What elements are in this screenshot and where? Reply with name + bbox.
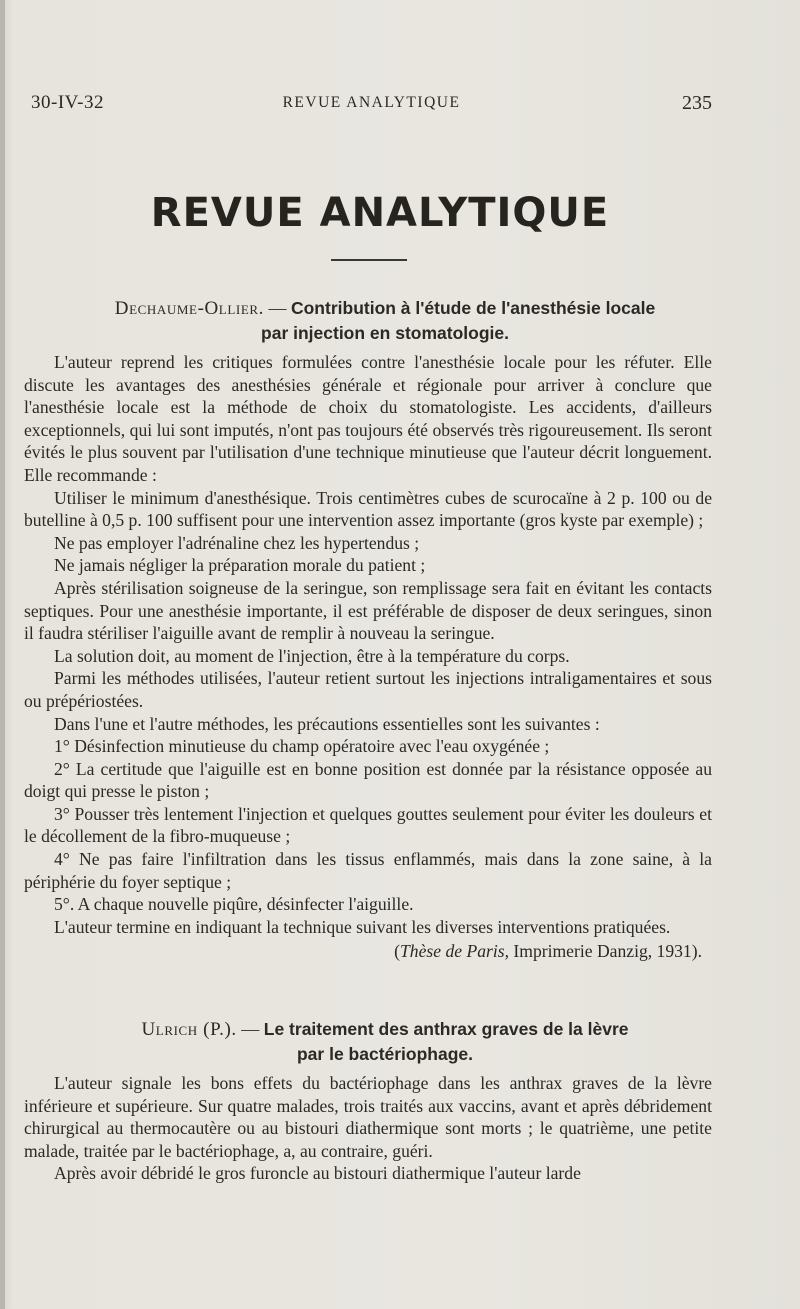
article-body [24, 351, 712, 963]
running-header [31, 92, 712, 122]
paragraph: L'auteur termine en indiquant la technique suivant les diverses interventions pratiquées. [54, 916, 671, 937]
source-title: Thèse de Paris, [400, 941, 509, 962]
article-body [24, 1072, 712, 1185]
heading-separator: — [241, 1019, 260, 1039]
paragraph: L'auteur reprend les critiques formulées contre l'anesthésie locale pour les réfuter. Elle discute les avantages des anesthésies générale et régionale pour arriver à conclure que l'anesthésie locale est la méthode de choix du stomatologiste. Les accidents, d'ailleurs exceptionnels, qui lui sont imputés, n'ont pas toujours été observés très rigoureusement. Ils seront évités le plus souvent par l'utilisation d'une technique minutieuse que l'auteur décrit longuement. Elle recommande : [24, 352, 712, 485]
paragraph: 4° Ne pas faire l'infiltration dans les tissus enflammés, mais dans la zone saine, à la périphérie du foyer septique ; [24, 849, 712, 892]
header-date: 30-IV-32 [31, 92, 104, 113]
paragraph: Utiliser le minimum d'anesthésique. Trois centimètres cubes de scurocaïne à 2 p. 100 ou de butelline à 0,5 p. 100 suffisent pour une intervention assez importante (gros kyste par exemple) ; [24, 487, 712, 531]
article-title-line: Contribution à l'étude de l'anesthésie locale [290, 298, 656, 318]
article-heading [60, 296, 710, 345]
paragraph: 5°. A chaque nouvelle piqûre, désinfecter l'aiguille. [54, 894, 414, 915]
source-publisher: Imprimerie Danzig, 1931). [513, 941, 702, 962]
paragraph: Ne pas employer l'adrénaline chez les hypertendus ; [54, 532, 420, 553]
paragraph: La solution doit, au moment de l'injection, être à la température du corps. [54, 645, 570, 666]
paragraph: Parmi les méthodes utilisées, l'auteur retient surtout les injections intraligamentaires et sous ou prépériostées. [24, 668, 712, 711]
heading-separator: — [268, 298, 287, 318]
paragraph: 3° Pousser très lentement l'injection et quelques gouttes seulement pour éviter les douleurs et le décollement de la fibro-muqueuse ; [24, 803, 712, 847]
paragraph: Dans l'une et l'autre méthodes, les précautions essentielles sont les suivantes : [54, 713, 600, 734]
source-citation: (Thèse de Paris, Imprimerie Danzig, 1931). [394, 941, 702, 962]
paragraph: L'auteur signale les bons effets du bactériophage dans les anthrax graves de la lèvre inférieure et supérieure. Sur quatre malades, trois traités aux vaccins, avant et après débridement chirurgical au thermocautère ou au bistouri diathermique sont morts ; le quatrième, une petite malade, traitée par le bactériophage, a, au contraire, guéri. [24, 1073, 712, 1161]
header-running-title: REVUE ANALYTIQUE [282, 94, 461, 111]
article-heading [60, 1017, 710, 1066]
paragraph: 2° La certitude que l'aiguille est en bonne position est donnée par la résistance opposée au doigt qui presse le piston ; [24, 758, 712, 802]
article-author: Ulrich (P.). [141, 1019, 237, 1040]
paragraph: Ne jamais négliger la préparation morale du patient ; [54, 555, 426, 576]
paragraph: 1° Désinfection minutieuse du champ opératoire avec l'eau oxygénée ; [54, 736, 550, 757]
article-title-line: par le bactériophage. [296, 1044, 474, 1064]
paragraph: Après avoir débridé le gros furoncle au bistouri diathermique l'auteur larde [54, 1163, 581, 1184]
article-title-line: Le traitement des anthrax graves de la lèvre [263, 1019, 629, 1039]
article-title-line: par injection en stomatologie. [261, 323, 509, 343]
paragraph: Après stérilisation soigneuse de la seringue, son remplissage sera fait en évitant les contacts septiques. Pour une anesthésie importante, il est préférable de disposer de deux seringues, sinon il faudra stériliser l'aiguille avant de remplir à nouveau la seringue. [24, 577, 712, 644]
title-divider [331, 259, 407, 261]
page-number: 235 [682, 92, 712, 114]
article-author: Dechaume-Ollier. [114, 298, 264, 319]
page-title: REVUE ANALYTIQUE [150, 190, 610, 236]
